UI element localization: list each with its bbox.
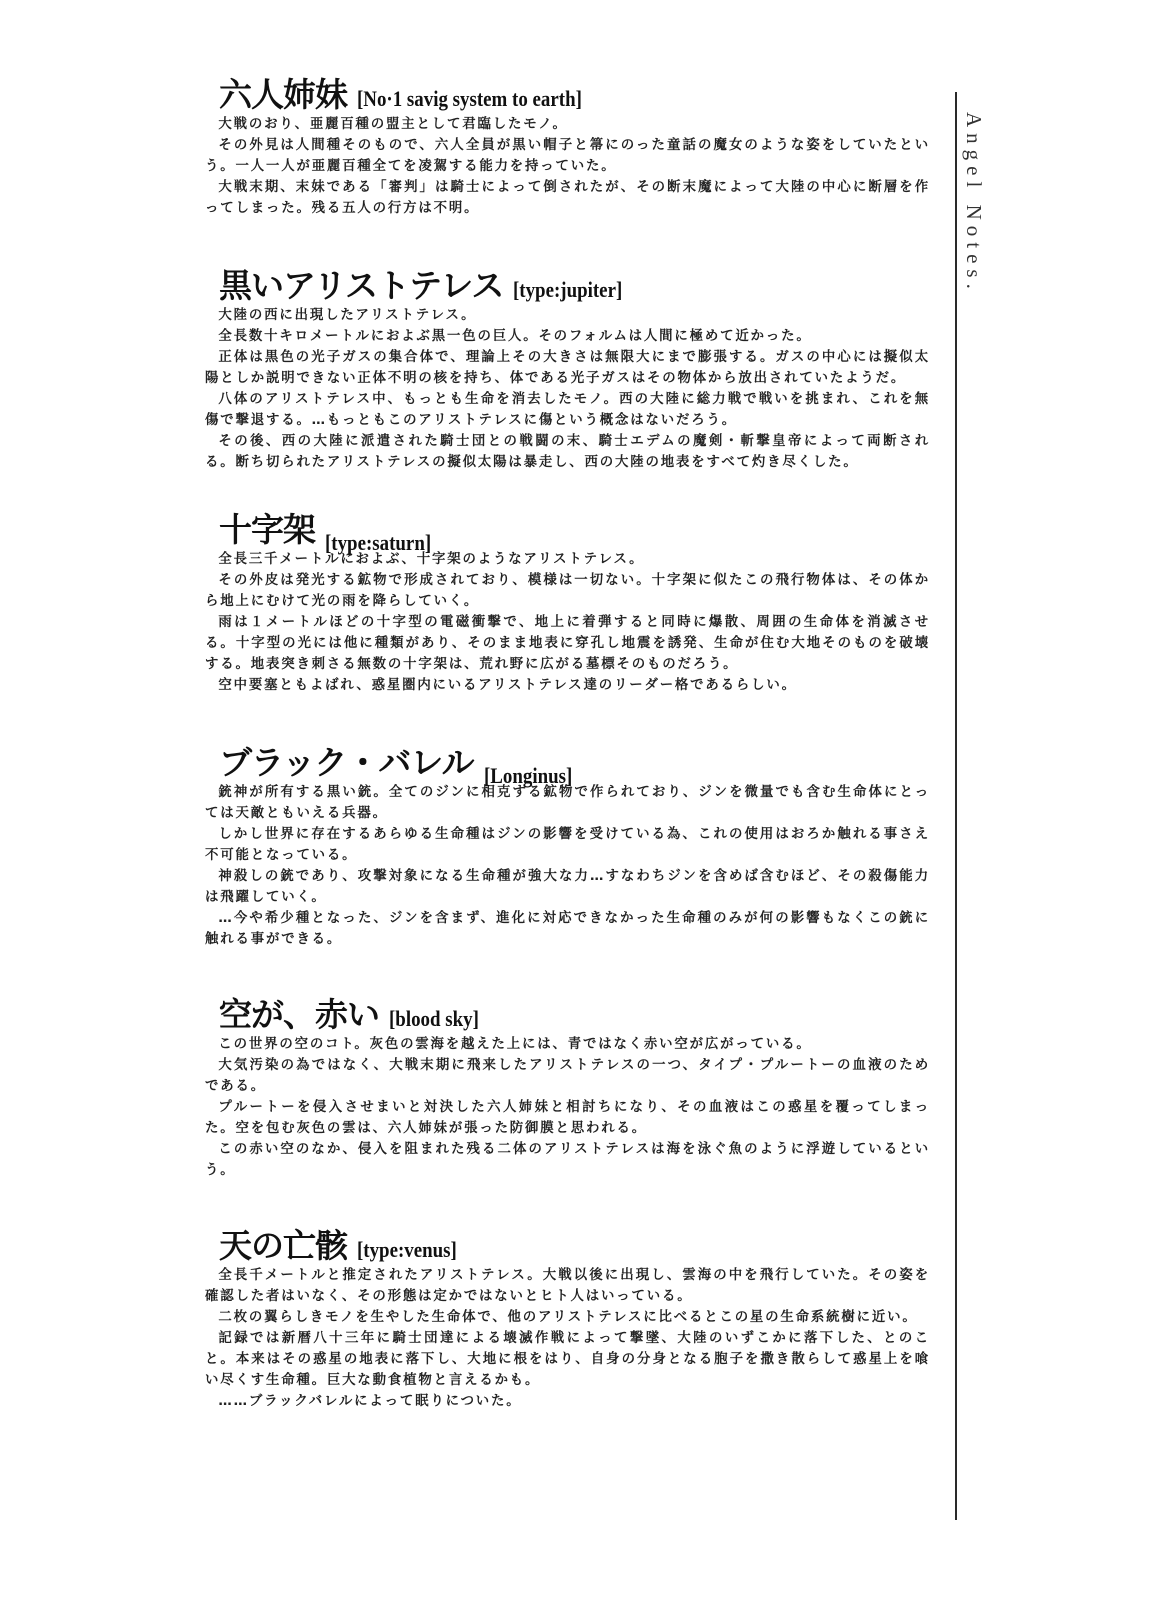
entry-red-sky xyxy=(205,995,930,1181)
paragraph: 空中要塞ともよばれ、惑星圏内にいるアリストテレス達のリーダー格であるらしい。 xyxy=(218,678,797,693)
entry-heading xyxy=(205,266,930,305)
entry-six-sisters xyxy=(205,75,930,219)
paragraph: 神殺しの銃であり、攻撃対象になる生命種が強大な力…すなわちジンを含めば含むほど、その殺傷能力は飛躍していく。 xyxy=(205,869,930,905)
paragraph: 大戦末期、末妹である「審判」は騎士によって倒されたが、その断末魔によって大陸の中心に断層を作ってしまった。残る五人の行方は不明。 xyxy=(205,180,930,216)
paragraph: ……ブラックバレルによって眠りについた。 xyxy=(218,1394,522,1409)
paragraph: 八体のアリストテレス中、もっとも生命を消去したモノ。西の大陸に総力戦で戦いを挑まれ、これを無傷で撃退する。…もっともこのアリストテレスに傷という概念はないだろう。 xyxy=(205,392,930,428)
entry-title: 黒いアリストテレス xyxy=(219,266,504,305)
entry-black-barrel xyxy=(205,743,930,950)
entry-title: 十字架 xyxy=(219,510,315,549)
entry-heading xyxy=(205,995,930,1034)
paragraph: プルートーを侵入させまいと対決した六人姉妹と相討ちになり、その血液はこの惑星を覆ってしまった。空を包む灰色の雲は、六人姉妹が張った防御膜と思われる。 xyxy=(205,1100,930,1136)
paragraph: その後、西の大陸に派遣された騎士団との戦闘の末、騎士エデムの魔剣・斬撃皇帝によって両断される。断ち切られたアリストテレスの擬似太陽は暴走し、西の大陸の地表をすべて灼き尽くした。 xyxy=(205,434,930,470)
paragraph: その外見は人間種そのもので、六人全員が黒い帽子と箒にのった童話の魔女のような姿をしていたという。一人一人が亜麗百種全てを凌駕する能力を持っていた。 xyxy=(205,138,930,174)
entry-body xyxy=(205,1265,930,1412)
paragraph: 全長三千メートルにおよぶ、十字架のようなアリストテレス。 xyxy=(218,552,645,567)
entry-heading xyxy=(205,75,930,114)
paragraph: 大気汚染の為ではなく、大戦末期に飛来したアリストテレスの一つ、タイプ・プルートーの血液のためである。 xyxy=(205,1058,930,1094)
entry-tag: [type:saturn] xyxy=(325,530,432,555)
vertical-divider xyxy=(955,92,957,1520)
entry-tag: [blood sky] xyxy=(389,1006,479,1031)
entry-title: 空が、赤い xyxy=(219,995,379,1034)
entry-title: ブラック・バレル xyxy=(219,743,474,782)
paragraph: 大陸の西に出現したアリストテレス。 xyxy=(218,308,477,323)
entry-heading xyxy=(205,1226,930,1265)
entry-tag: [type:venus] xyxy=(357,1237,457,1262)
side-title: Angel Notes. xyxy=(962,112,986,295)
paragraph: この赤い空のなか、侵入を阻まれた残る二体のアリストテレスは海を泳ぐ魚のように浮遊しているという。 xyxy=(205,1142,930,1178)
entry-tag: [No·1 savig system to earth] xyxy=(357,86,582,111)
paragraph: 雨は１メートルほどの十字型の電磁衝撃で、地上に着弾すると同時に爆散、周囲の生命体を消滅させる。十字型の光には他に種類があり、そのまま地表に穿孔し地震を誘発、生命が住む大地そのものを破壊する。地表突き刺さる無数の十字架は、荒れ野に広がる墓標そのものだろう。 xyxy=(205,615,930,672)
entry-body xyxy=(205,549,930,696)
entry-tag: [type:jupiter] xyxy=(513,277,623,302)
paragraph: しかし世界に存在するあらゆる生命種はジンの影響を受けている為、これの使用はおろか触れる事さえ不可能となっている。 xyxy=(205,827,930,863)
entry-body xyxy=(205,782,930,950)
paragraph: この世界の空のコト。灰色の雲海を越えた上には、青ではなく赤い空が広がっている。 xyxy=(218,1037,812,1052)
entry-tag: [Longinus] xyxy=(483,763,572,788)
entry-heading xyxy=(205,743,930,788)
entry-body xyxy=(205,1034,930,1181)
entry-body xyxy=(205,305,930,473)
entry-body xyxy=(205,114,930,219)
entry-title: 六人姉妹 xyxy=(219,75,347,114)
paragraph: 二枚の翼らしきモノを生やした生命体で、他のアリストテレスに比べるとこの星の生命系統樹に近い。 xyxy=(218,1310,918,1325)
paragraph: 正体は黒色の光子ガスの集合体で、理論上その大きさは無限大にまで膨張する。ガスの中心には擬似太陽としか説明できない正体不明の核を持ち、体である光子ガスはその物体から放出されていたようだ。 xyxy=(205,350,930,386)
paragraph: 大戦のおり、亜麗百種の盟主として君臨したモノ。 xyxy=(218,117,568,132)
paragraph: 記録では新暦八十三年に騎士団達による壊滅作戦によって撃墜、大陸のいずこかに落下した、とのこと。本来はその惑星の地表に落下し、大地に根をはり、自身の分身となる胞子を撒き散らして惑星上を喰い尽くす生命種。巨大な動食植物と言えるかも。 xyxy=(205,1331,930,1388)
paragraph: 全長数十キロメートルにおよぶ黒一色の巨人。そのフォルムは人間に極めて近かった。 xyxy=(218,329,812,344)
entry-title: 天の亡骸 xyxy=(219,1226,347,1265)
paragraph: その外皮は発光する鉱物で形成されており、模様は一切ない。十字架に似たこの飛行物体は、その体から地上にむけて光の雨を降らしていく。 xyxy=(205,573,930,609)
paragraph: …今や希少種となった、ジンを含まず、進化に対応できなかった生命種のみが何の影響もなくこの銃に触れる事ができる。 xyxy=(205,911,930,947)
paragraph: 全長千メートルと推定されたアリストテレス。大戦以後に出現し、雲海の中を飛行していた。その姿を確認した者はいなく、その形態は定かではないとヒト人はいっている。 xyxy=(205,1268,930,1304)
notes-content xyxy=(205,75,930,1412)
paragraph: 銃神が所有する黒い銃。全てのジンに相克する鉱物で作られており、ジンを微量でも含む生命体にとっては天敵ともいえる兵器。 xyxy=(205,785,930,821)
entry-cross xyxy=(205,510,930,696)
entry-heavens-remains xyxy=(205,1226,930,1412)
entry-heading xyxy=(205,510,930,555)
entry-black-aristoteles xyxy=(205,266,930,473)
